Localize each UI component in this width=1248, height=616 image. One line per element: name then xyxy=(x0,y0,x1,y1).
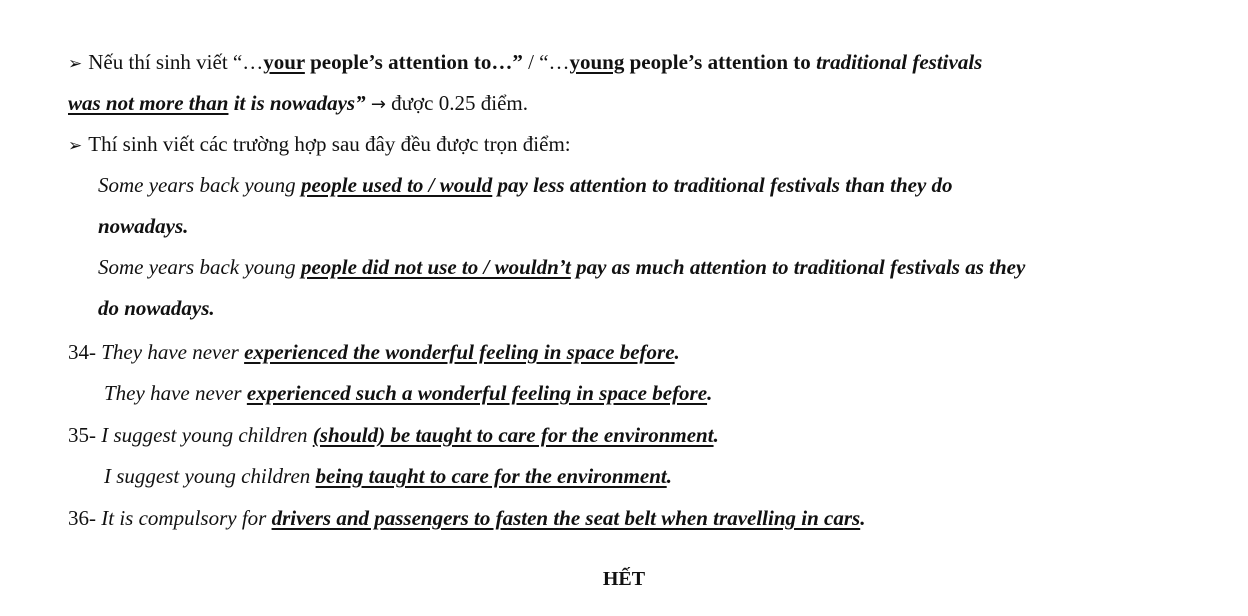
answer-35-number: 35- xyxy=(68,423,96,447)
example2-line1 xyxy=(98,253,1025,281)
example2-prefix: Some years back young xyxy=(98,255,301,279)
bullet-arrow-icon: ➢ xyxy=(68,54,83,74)
bullet1-line2-rest: it is nowadays” xyxy=(228,91,366,115)
answer-34-alt-underlined: experienced such a wonderful feeling in space before xyxy=(246,381,708,405)
answer-35-alt-end: . xyxy=(666,464,672,488)
example1-line2: nowadays. xyxy=(98,214,189,238)
answer-35-alt-prefix: I suggest young children xyxy=(104,464,316,488)
bullet1-mid2: people’s attention to xyxy=(624,50,817,74)
bullet1-lead: Nếu thí sinh viết “… xyxy=(88,50,264,74)
answer-36-prefix: It is compulsory for xyxy=(96,506,272,530)
answer-36-underlined: drivers and passengers to fasten the seat belt when travelling in cars xyxy=(271,506,861,530)
answer-34-number: 34- xyxy=(68,340,96,364)
underlined-word-young: young xyxy=(569,50,625,74)
bullet1-separator: / “… xyxy=(522,50,570,74)
bullet-arrow-icon: ➢ xyxy=(68,136,83,156)
answer-34-alt-prefix: They have never xyxy=(104,381,247,405)
answer-36-end: . xyxy=(860,506,866,530)
underlined-word-your: your xyxy=(263,50,305,74)
answer-34-line xyxy=(68,338,680,366)
end-title: HẾT xyxy=(602,568,646,590)
bullet1-line2 xyxy=(68,89,528,119)
answer-35-underlined: (should) be taught to care for the environment xyxy=(312,423,714,447)
bullet2-text: Thí sinh viết các trường hợp sau đây đều được trọn điểm: xyxy=(88,132,571,156)
example1-rest: pay less attention to traditional festivals than they do xyxy=(492,173,953,197)
answer-35-line xyxy=(68,421,719,449)
answer-35-end: . xyxy=(713,423,719,447)
answer-34-prefix: They have never xyxy=(96,340,245,364)
bullet2-line xyxy=(68,130,571,160)
answer-36-number: 36- xyxy=(68,506,96,530)
example2-rest: pay as much attention to traditional festivals as they xyxy=(570,255,1026,279)
answer-34-alt-line xyxy=(104,379,712,407)
example2-underlined: people did not use to / wouldn’t xyxy=(300,255,571,279)
example1-prefix: Some years back young xyxy=(98,173,301,197)
example1-underlined: people used to / would xyxy=(300,173,493,197)
example1-line1 xyxy=(98,171,953,199)
bullet1-line1 xyxy=(68,48,982,78)
answer-35-alt-line xyxy=(104,462,672,490)
bullet1-underlined-phrase: was not more than xyxy=(68,91,229,115)
answer-35-alt-underlined: being taught to care for the environment xyxy=(315,464,667,488)
bullet1-mid1: people’s attention to…” xyxy=(304,50,523,74)
answer-36-line xyxy=(68,504,865,532)
bullet1-score: được 0.25 điểm. xyxy=(385,91,528,115)
example2-line2: do nowadays. xyxy=(98,296,215,320)
answer-34-alt-end: . xyxy=(707,381,713,405)
answer-34-underlined: experienced the wonderful feeling in space before xyxy=(244,340,675,364)
right-arrow-icon: → xyxy=(370,94,386,115)
answer-35-prefix: I suggest young children xyxy=(96,423,313,447)
bullet1-phrase: traditional festivals xyxy=(816,50,983,74)
answer-34-end: . xyxy=(674,340,680,364)
